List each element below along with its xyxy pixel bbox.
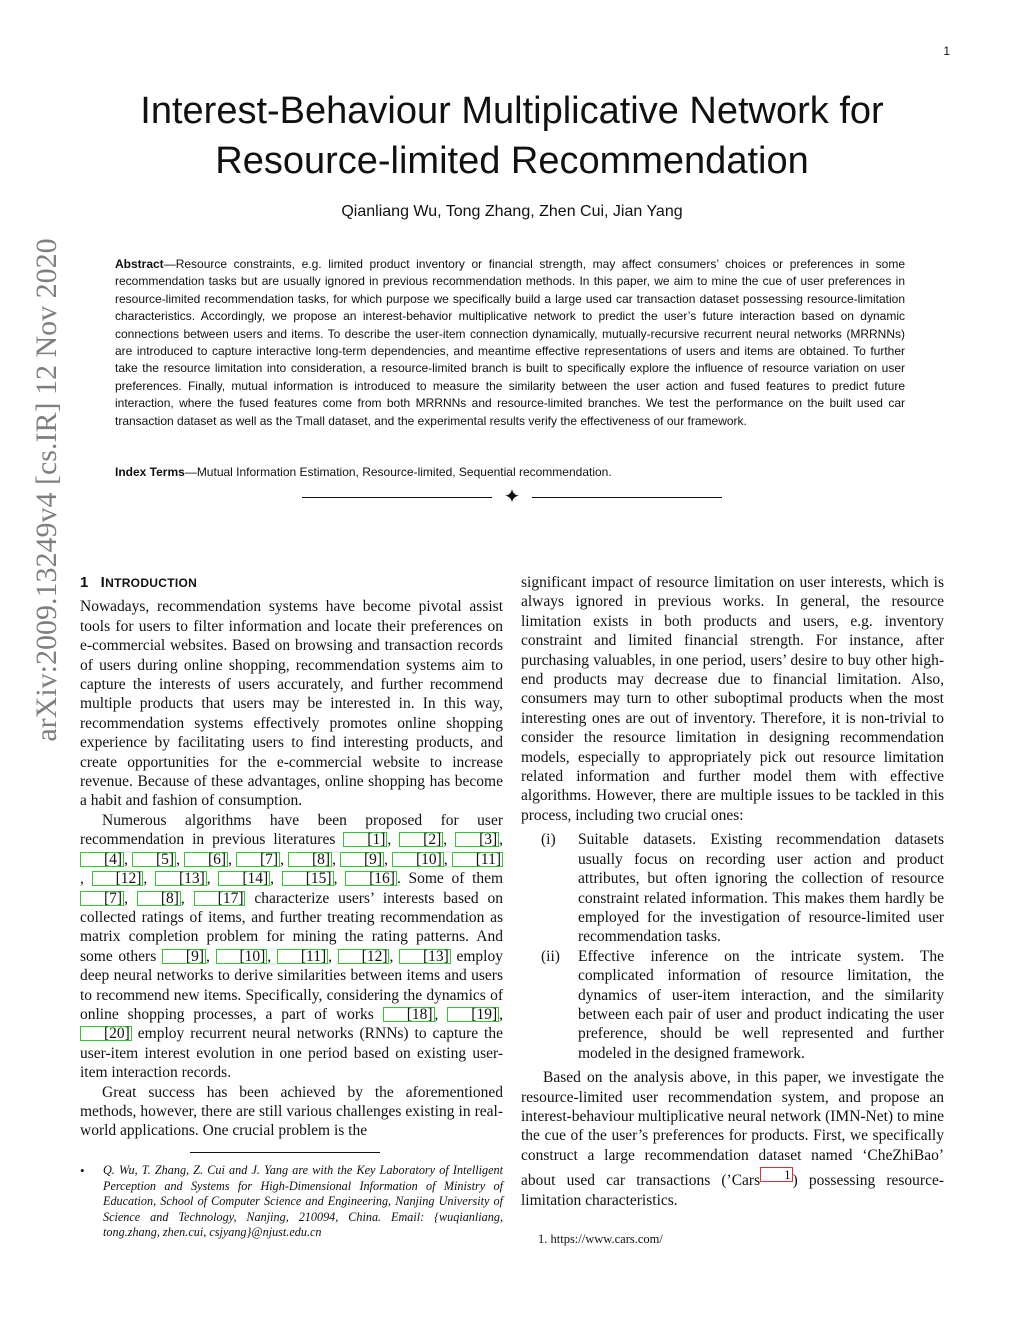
author-affiliation-text: Q. Wu, T. Zhang, Z. Cui and J. Yang are with the Key Laboratory of Intelligent Perception and Systems for High-Dimensional Information of Ministry of Education, School of Computer Science and Engineering, Nanjing University of Science and Technology, Nanjing, 210094, China. Email: {wuqianliang, tong.zhang, zhen.cui, csjyang}@njust.edu.cn [103,1163,503,1240]
citation-link[interactable]: [10] [216,949,268,964]
page-number: 1 [943,44,950,58]
left-column [80,573,503,1141]
citation-link[interactable]: [13] [399,949,451,964]
section-title-rest: NTRODUCTION [105,576,198,590]
para2-text-e: employ recurrent neural networks (RNNs) to capture the user-item interest evolution in one period based on existing user-item interaction records. [80,1025,503,1082]
citation-link[interactable]: [20] [80,1026,132,1041]
citation-link[interactable]: [2] [399,832,443,847]
divider-line-right [532,497,722,498]
citation-link[interactable]: [13] [155,871,207,886]
list-item [521,947,944,1063]
citation-link[interactable]: [15] [282,871,334,886]
footnote-url: 1. https://www.cars.com/ [538,1232,663,1246]
citation-link[interactable]: [7] [236,852,280,867]
title-line-1: Interest-Behaviour Multiplicative Network for [140,90,884,132]
abstract-label: Abstract [115,257,164,271]
citation-link[interactable]: [9] [162,949,206,964]
paper-title [80,86,944,186]
para2-text-b: . Some of them [396,870,504,888]
footnote-marker-link[interactable]: 1 [760,1167,792,1182]
intro-paragraph-3: Great success has been achieved by the aforementioned methods, however, there are still various challenges existing in real-world applications. One crucial problem is the [80,1083,503,1140]
citation-link[interactable]: [12] [338,949,390,964]
citation-link[interactable]: [14] [218,871,270,886]
citation-link[interactable]: [3] [455,832,499,847]
citation-link[interactable]: [7] [80,891,124,906]
right-paragraph-2 [521,1068,944,1210]
citation-link[interactable]: [8] [137,891,181,906]
para2-text-d: employ deep neural networks to derive similarities between items and users to recommend new items. Specifically, considering the dynamics of online shopping processes, a part of works [80,947,503,1023]
section-title-cap: I [100,574,106,591]
citation-link[interactable]: [19] [447,1007,499,1022]
list-marker: (i) [541,831,556,849]
bullet-icon: • [80,1163,85,1178]
index-terms-text: —Mutual Information Estimation, Resource-limited, Sequential recommendation. [184,465,612,479]
list-marker: (ii) [541,947,560,965]
citation-link[interactable]: [18] [383,1007,435,1022]
arxiv-identifier-stamp: arXiv:2009.13249v4 [cs.IR] 12 Nov 2020 [30,238,63,742]
citation-link[interactable]: [6] [184,852,228,867]
list-item-text: Suitable datasets. Existing recommendation datasets usually focus on recording user action and product attributes, but often ignoring the collection of resource constraint related information. This makes them hardly be employed for the investigation of resource-limited user recommendation tasks. [578,831,944,946]
section-number: 1 [80,574,89,591]
right-paragraph-1: significant impact of resource limitation on user interests, which is always ignored in previous works. In general, the resource limitation exists in both products and users, e.g. inventory constraint and limited financial strength. For instance, after purchasing valuables, in one period, users’ desire to buy other high-end products may decrease due to financial limitation. Also, consumers may turn to other suboptimal products when the most interesting ones are out of inventory. Therefore, it is non-trivial to consider the resource limitation in designing recommendation models, especially to appropriately pick out resource limitation related information and further model them with effective algorithms. However, there are multiple issues to be tackled in this process, including two crucial ones: [521,574,944,824]
title-line-2: Resource-limited Recommendation [215,140,809,183]
intro-paragraph-2: Numerous algorithms have been proposed for user recommendation in previous literatures [1] , [2] , [3] , [4] , [5] , [6] , [7] , [8] , [9] , [10] , [11], [12] , [13] , [14] , [15] , [16] . Some of them [7] , [8] , [17] characterize users’ interests based on collected ratings of items, and further treating recommendation as matrix completion problem for mining the rating patterns. And some others [9] , [10] , [11] , [12] , [13] employ deep neural networks to derive similarities between items and users to recommend new items. Specifically, considering the dynamics of online shopping processes, a part of works [18] , [19] , [20] employ recurrent neural networks (RNNs) to capture the user-item interest evolution in one period based on existing user-item interaction records. [80,811,504,1082]
citation-link[interactable]: [9] [340,852,384,867]
citation-link[interactable]: [16] [345,871,397,886]
citation-link[interactable]: [11] [277,949,328,964]
para2-text-a: Numerous algorithms have been proposed for user recommendation in previous literatures [80,811,503,849]
citation-link[interactable]: [1] [343,832,387,847]
citation-link[interactable]: [5] [132,852,176,867]
citation-link[interactable]: [11] [452,852,503,867]
author-affiliation-note [80,1163,503,1241]
index-terms [115,464,905,481]
author-list: Qianliang Wu, Tong Zhang, Zhen Cui, Jian Yang [341,203,683,220]
challenge-list [521,830,944,1063]
right-column [521,573,944,1210]
section-divider [302,488,722,508]
divider-line-left [302,497,492,498]
section-heading [80,573,503,593]
index-terms-label: Index Terms [115,465,185,479]
intro-paragraph-1: Nowadays, recommendation systems have become pivotal assist tools for users to filter information and locate their preferences on e-commercial websites. Based on browsing and transaction records of users during online shopping, recommendation systems aim to capture the interests of users accurately, and further recommend multiple products that users may be interested in. In this way, recommendation systems effectively promotes online shopping experience by facilitating users to find interesting products, and create opportunities for the e-commercial website to increase revenue. Because of these advantages, online shopping has become a habit and fashion of consumption. [80,598,503,810]
footnote-rule [190,1152,380,1153]
para2-text-c: characterize users’ interests based on collected ratings of items, and further treating recommendation as matrix completion problem for mining the rating patterns. And some others [80,889,504,965]
abstract-text: —Resource constraints, e.g. limited product inventory or financial strength, may affect consumers’ choices or preferences in some recommendation tasks but are usually ignored in previous recommendation methods. In this paper, we aim to mine the cue of user preferences in resource-limited recommendation tasks, for which purpose we specifically build a large used car transaction dataset possessing resource-limitation characteristics. Accordingly, we propose an interest-behavior multiplicative network to predict the user’s future interaction based on dynamic connections between users and items. To describe the user-item connection dynamically, mutually-recursive recurrent neural networks (MRRNNs) are introduced to capture interactive long-term dependencies, and meantime effective representations of users and items are obtained. To further take the resource limitation into consideration, a resource-limited branch is built to specifically explore the influence of resource variation on user preferences. Finally, mutual information is introduced to measure the similarity between the user action and fused features to predict future interaction, where the fused features come from both MRRNNs and resource-limited branches. We test the performance on the built used car transaction dataset as well as the Tmall dataset, and the experimental results verify the effectiveness of our framework. [115,257,905,428]
abstract [115,256,905,430]
list-item-text: Effective inference on the intricate system. The complicated information of resource limitation, the dynamics of user-item interaction, and the similarity between each pair of user and product indicating the user preference, should be well represented and further modeled in the designed framework. [578,947,944,1062]
citation-link[interactable]: [4] [80,852,124,867]
citation-link[interactable]: [8] [288,852,332,867]
list-item [521,830,944,946]
citation-link[interactable]: [10] [392,852,444,867]
citation-link[interactable]: [17] [194,891,246,906]
para-text-a: Based on the analysis above, in this paper, we investigate the resource-limited user recommendation system, and propose an interest-behaviour multiplicative neural network (IMN-Net) to mine the cue of the user’s preferences for products. First, we specifically construct a large recommendation dataset named ‘CheZhiBao’ about used car transactions (’Cars [521,1069,944,1190]
citation-link[interactable]: [12] [92,871,144,886]
divider-star-icon: ✦ [503,486,521,508]
para-text-b: ) possessing resource-limitation characteristics. [521,1172,944,1209]
